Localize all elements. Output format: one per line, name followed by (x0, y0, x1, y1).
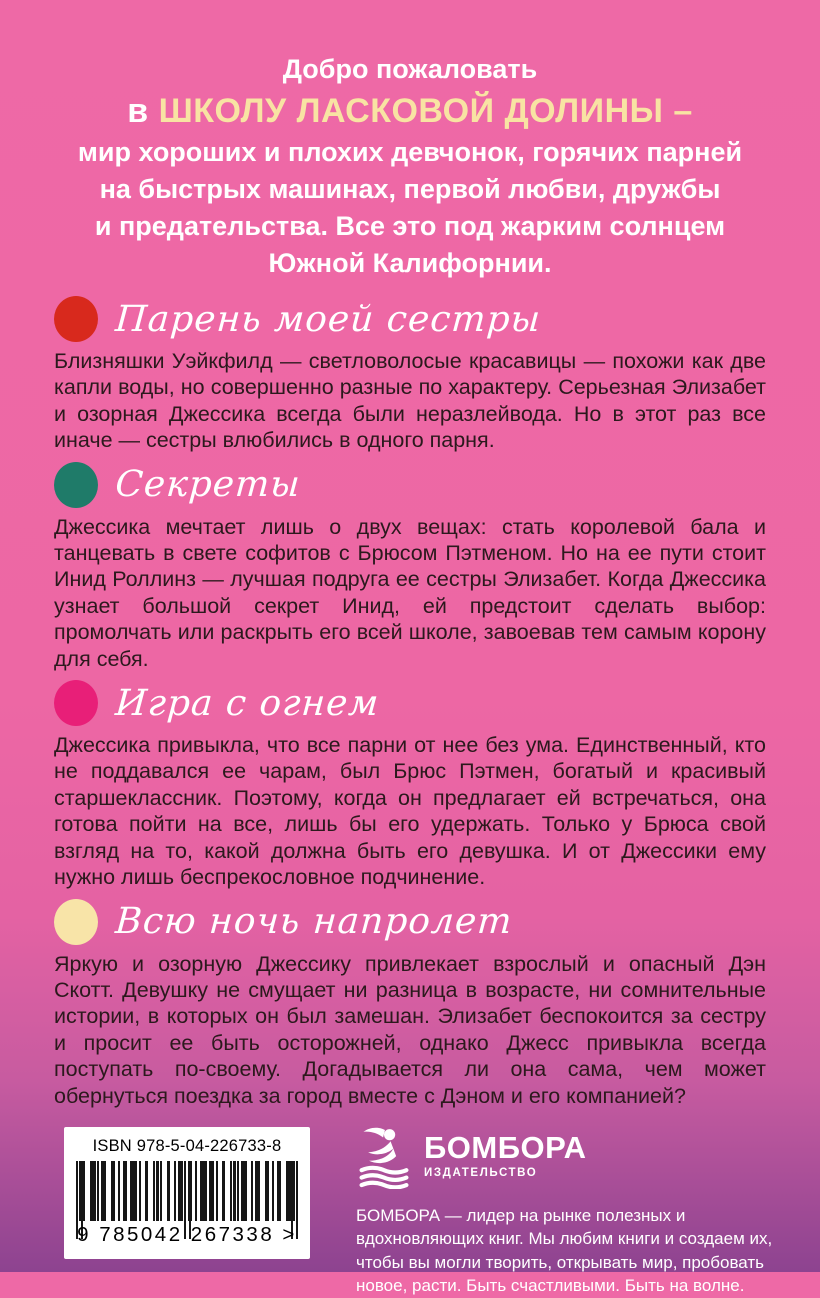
section-bullet-icon (54, 899, 98, 945)
story-section-3 (54, 678, 766, 890)
story-section-1 (54, 294, 766, 454)
publisher-description: БОМБОРА — лидер на рынке полезных и вдохновляющих книг. Мы любим книги и создаем их, чтобы вы могли творить, открывать мир, пробовать новое, расти. Быть счастливыми. Быть на волне. (356, 1205, 773, 1296)
tagline-line: на быстрых машинах, первой любви, дружбы (99, 174, 721, 204)
bombora-logo-icon (356, 1127, 412, 1189)
publisher-logo (356, 1127, 780, 1189)
section-synopsis: Яркую и озорную Джессику привлекает взрослый и опасный Дэн Скотт. Девушку не смущает ни разница в возрасте, ни сомнительные истории, в которых он был замешан. Элизабет беспокоится за сестру и просит ее быть осторожней, однако Джесс привыкла всегда поступать по-своему. Догадывается ли она сама, чем может обернуться поездка за город вместе с Дэном и его компанией? (54, 951, 766, 1108)
school-title-prefix: в (127, 92, 149, 130)
publisher-wordmark (424, 1127, 586, 1179)
barcode-bars (76, 1161, 298, 1221)
isbn-barcode-box (64, 1127, 310, 1259)
tagline-line: Южной Калифорнии. (268, 248, 552, 278)
publisher-subtitle: ИЗДАТЕЛЬСТВО (424, 1166, 538, 1179)
section-synopsis: Близняшки Уэйкфилд — светловолосые красавицы — похожи как две капли воды, но совершенно разные по характеру. Серьезная Элизабет и озорная Джессика всегда были неразлейвода. Но в этот раз все иначе — сестры влюбились в одного парня. (54, 349, 766, 453)
section-bullet-icon (54, 462, 98, 508)
publisher-name: БОМБОРА (424, 1129, 587, 1165)
section-synopsis: Джессика привыкла, что все парни от нее без ума. Единственный, кто не поддавался ее чарам, был Брюс Пэтмен, богатый и красивый старшеклассник. Поэтому, когда он предлагает ей встречаться, она готова пойти на все, лишь бы его удержать. Только у Брюса свой взгляд на то, какой должна быть его девушка. И от Джессики ему нужно лишь беспрекословное подчинение. (54, 733, 766, 890)
section-heading-row (54, 460, 766, 510)
tagline-line: и предательства. Все это под жарким солнцем (94, 211, 726, 241)
cover-header (54, 50, 766, 282)
barcode-digits: 9 785042 267338 > (77, 1222, 297, 1246)
publisher-column (356, 1127, 780, 1298)
section-heading-row (54, 897, 766, 947)
section-heading-row (54, 294, 766, 344)
section-bullet-icon (54, 296, 98, 342)
welcome-line: Добро пожаловать (282, 54, 538, 84)
section-title: Игра с огнем (114, 682, 381, 724)
school-title-highlight: ШКОЛУ ЛАСКОВОЙ ДОЛИНЫ – (158, 92, 693, 130)
section-title: Секреты (114, 464, 303, 506)
section-title: Всю ночь напролет (114, 901, 514, 942)
ean-barcode (76, 1161, 298, 1247)
story-section-2 (54, 460, 766, 672)
tagline-line: мир хороших и плохих девчонок, горячих парней (77, 137, 743, 167)
isbn-label: ISBN 978-5-04-226733-8 (92, 1136, 282, 1155)
school-title-line (54, 88, 766, 134)
cover-footer (54, 1127, 773, 1298)
cover-tagline (54, 134, 766, 282)
section-bullet-icon (54, 680, 98, 726)
section-title: Парень моей сестры (114, 298, 543, 340)
section-synopsis: Джессика мечтает лишь о двух вещах: стать королевой бала и танцевать в свете софитов с Брюсом Пэтменом. Но на ее пути стоит Инид Роллинз — лучшая подруга ее сестры Элизабет. Когда Джессика узнает большой секрет Инид, ей предстоит сделать выбор: промолчать или раскрыть его всей школе, завоевав тем самым корону для себя. (54, 514, 766, 671)
story-section-4 (54, 897, 766, 1109)
section-heading-row (54, 678, 766, 728)
